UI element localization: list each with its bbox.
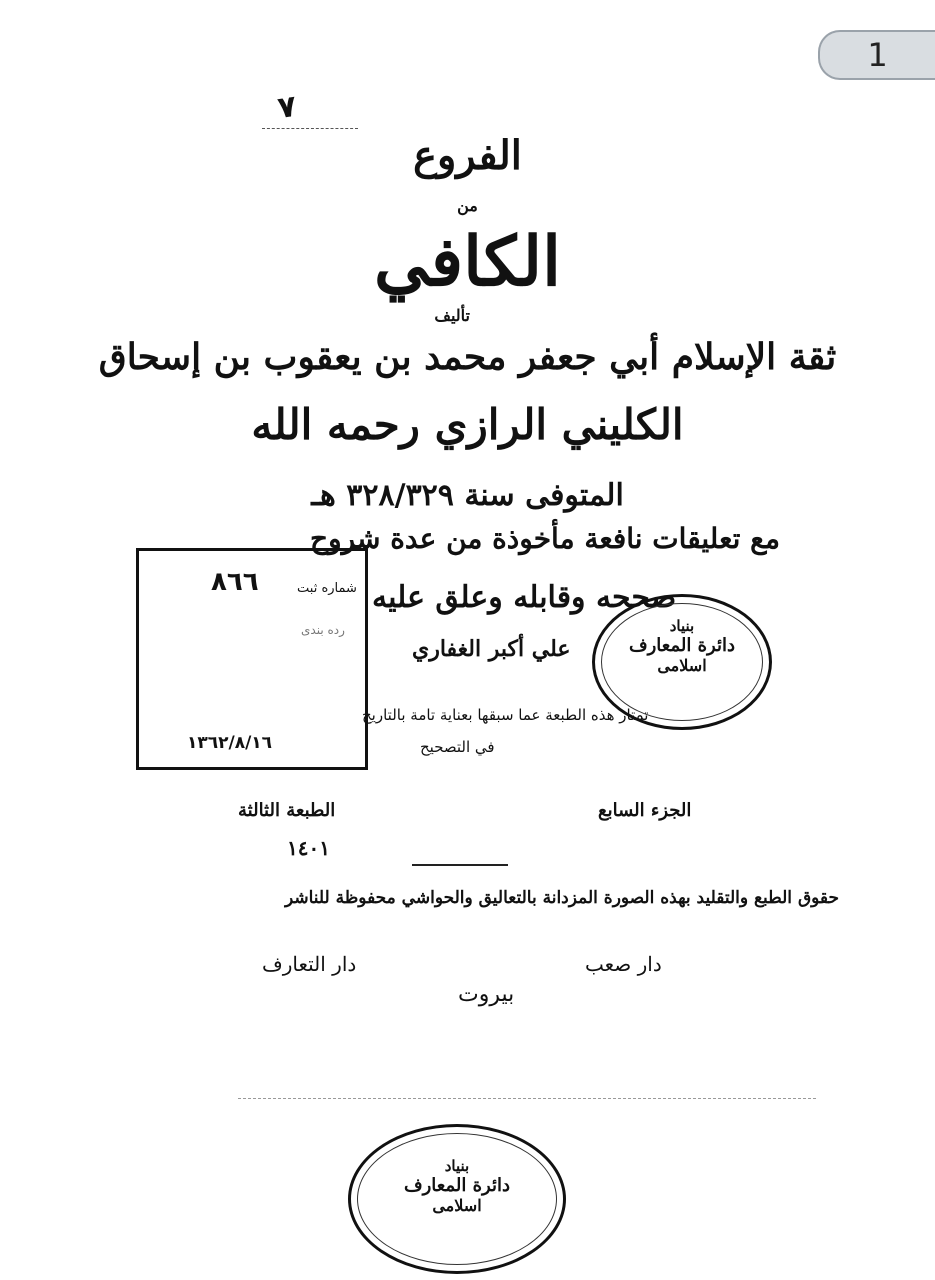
title-talif: تأليف (434, 306, 470, 325)
publication-city: بيروت (458, 982, 515, 1007)
publisher-1: دار صعب (585, 952, 662, 976)
handwritten-underline (262, 128, 358, 129)
title-furu: الفروع (413, 132, 522, 179)
author-nisba: الكليني الرازي رحمه الله (251, 400, 684, 449)
editor-line-1: صححه وقابله وعلق عليه (372, 580, 677, 615)
stamp-line-3: اسلامی (657, 656, 707, 675)
registration-box (136, 548, 368, 770)
registration-number: ٨٦٦ (211, 567, 259, 597)
stamp-line-2: دائرة المعارف (628, 635, 736, 656)
separator-line (412, 864, 508, 866)
death-date: المتوفى سنة ٣٢٨/٣٢٩ هـ (311, 478, 624, 513)
library-stamp-bottom (348, 1124, 566, 1274)
title-min: من (457, 196, 478, 215)
handwritten-mark: ٧ (275, 88, 299, 127)
classification-label: رده بندی (301, 623, 345, 637)
rights-notice: حقوق الطبع والتقليد بهذه الصورة المزدانة بالتعاليق والحواشي محفوظة للناشر (285, 888, 840, 908)
stamp-line-2: دائرة المعارف (403, 1175, 511, 1196)
feature-line-1: تمتاز هذه الطبعة عما سبقها بعناية تامة بالتاريخ (362, 706, 649, 724)
editor-name: علي أكبر الغفاري (412, 636, 571, 662)
title-kafi: الكافي (373, 222, 562, 302)
feature-line-2: في التصحيح (420, 738, 495, 756)
registration-label: شماره ثبت (297, 581, 357, 596)
publisher-2: دار التعارف (262, 952, 357, 976)
volume-label: الجزء السابع (598, 800, 692, 821)
publication-year: ١٤٠١ (287, 836, 330, 860)
stamp-line-1: بنياد (669, 617, 695, 635)
registration-date: ١٣٦٢/٨/١٦ (187, 733, 273, 753)
stamp-line-1: بنياد (444, 1157, 470, 1175)
notes-line: مع تعليقات نافعة مأخوذة من عدة شروح (310, 522, 781, 555)
stamp-line-3: اسلامی (432, 1196, 482, 1215)
page-number-badge[interactable]: 1 (818, 30, 935, 80)
bottom-rule (238, 1098, 816, 1099)
library-stamp-top (592, 594, 772, 730)
edition-label: الطبعة الثالثة (238, 800, 336, 821)
author-line: ثقة الإسلام أبي جعفر محمد بن يعقوب بن إسحاق (98, 336, 837, 378)
